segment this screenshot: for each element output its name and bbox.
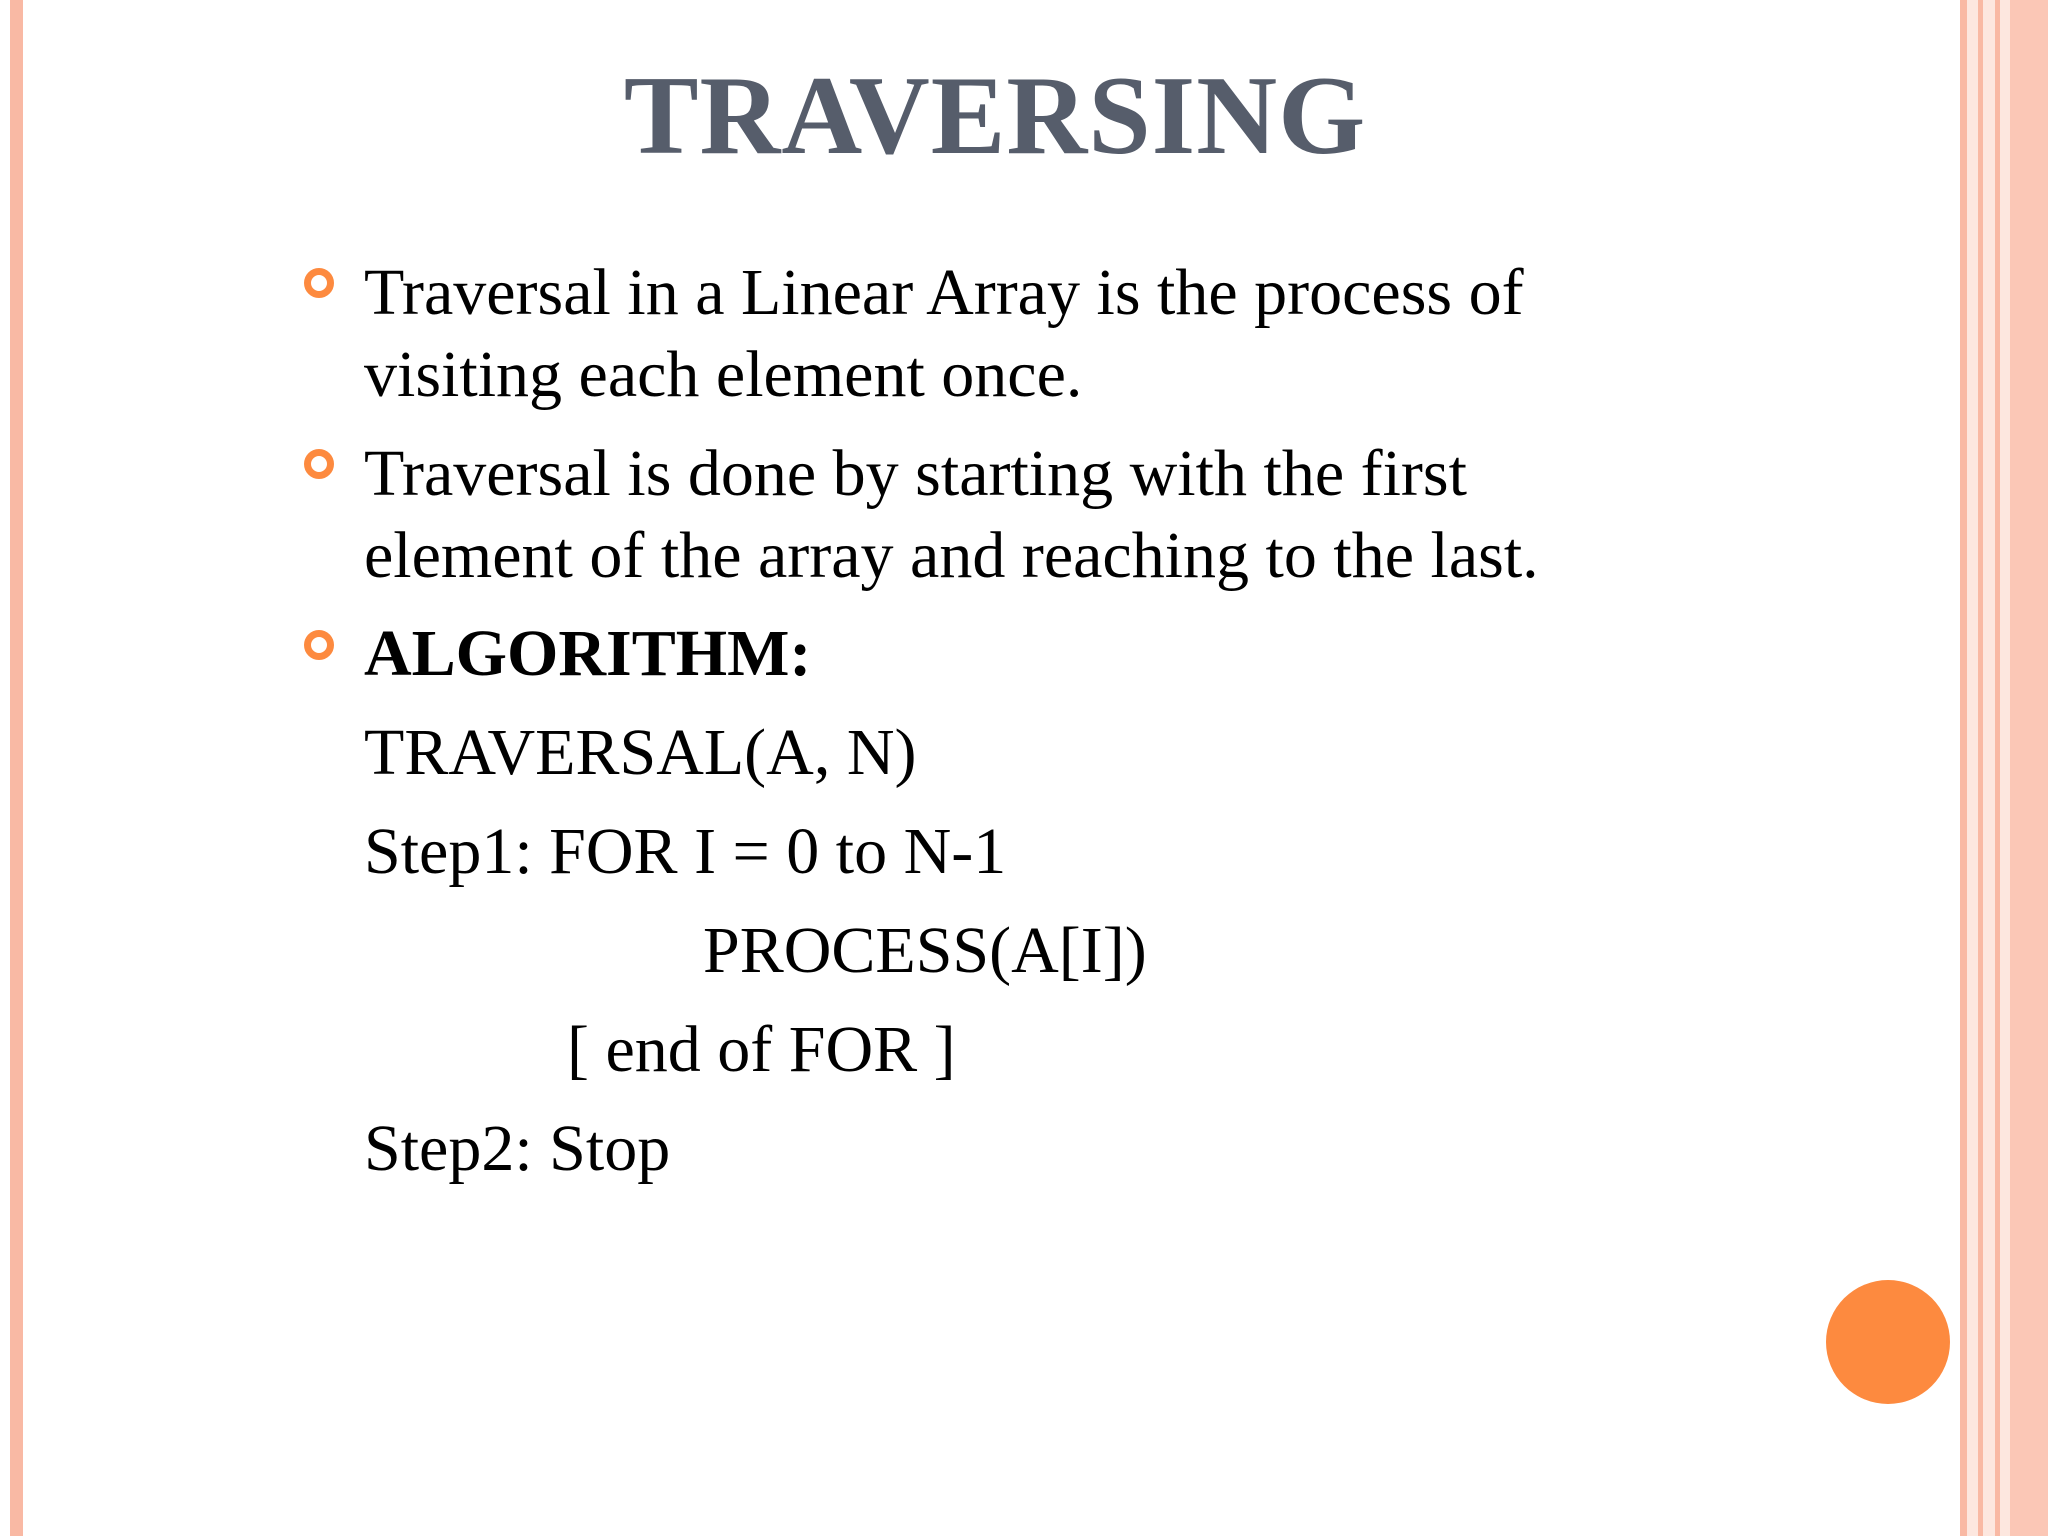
algorithm-step-2: Step2: Stop (364, 1112, 671, 1185)
algorithm-process: PROCESS(A[I]) (703, 914, 1147, 987)
orange-circle-decoration (1826, 1280, 1950, 1404)
algorithm-step-1: Step1: FOR I = 0 to N-1 (364, 815, 1007, 888)
ring-bullet-icon (302, 628, 336, 662)
ring-bullet-icon (302, 266, 336, 300)
algorithm-heading: ALGORITHM: (364, 617, 812, 690)
bullet-2-line-1: Traversal is done by starting with the first (364, 437, 1467, 510)
algorithm-end-for: [ end of FOR ] (567, 1013, 956, 1086)
right-border-line (1978, 0, 1983, 1536)
bullet-2-line-2: element of the array and reaching to the last. (364, 519, 1539, 592)
slide-title: TRAVERSING (623, 54, 1367, 178)
ring-bullet-icon (302, 447, 336, 481)
right-border-line (1995, 0, 2000, 1536)
right-border-line (1960, 0, 1967, 1536)
algorithm-signature: TRAVERSAL(A, N) (364, 716, 917, 789)
bullet-1-line-1: Traversal in a Linear Array is the process of (364, 256, 1524, 329)
bullet-1-line-2: visiting each element once. (364, 338, 1083, 411)
right-border-line (2010, 0, 2048, 1536)
left-border-stripe (10, 0, 23, 1536)
